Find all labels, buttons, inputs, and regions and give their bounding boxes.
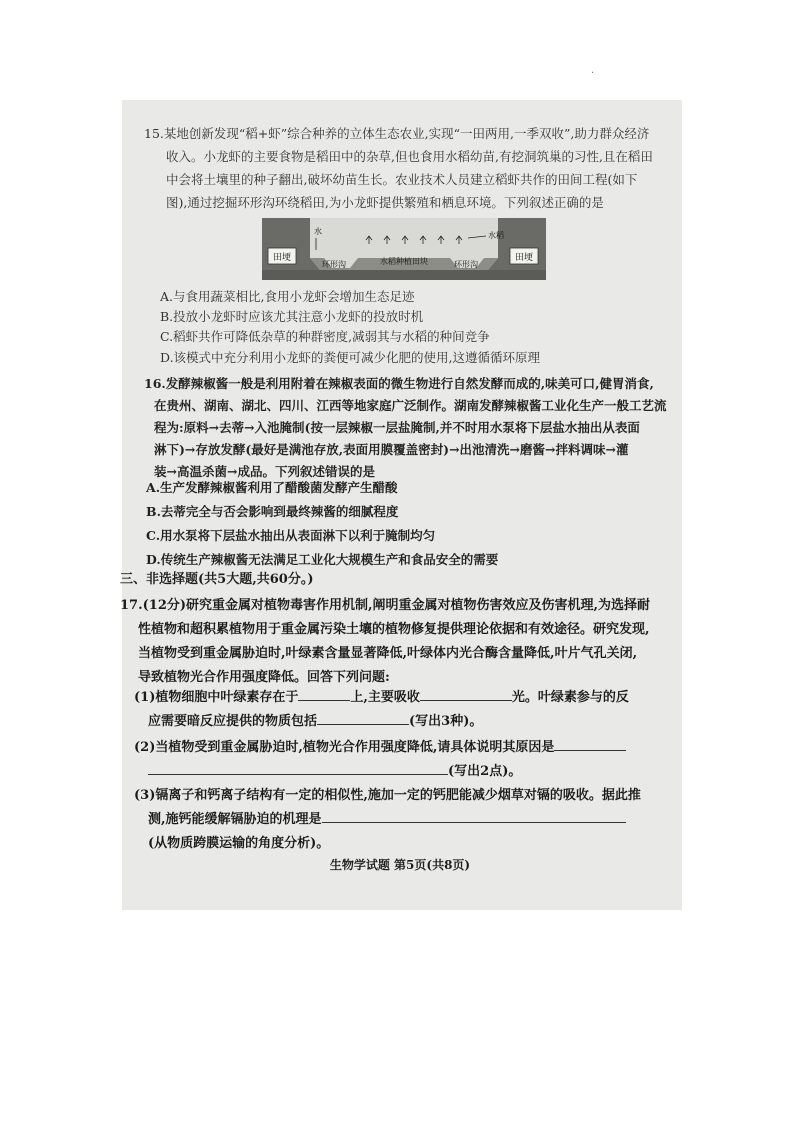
q17-p1-text-b: 上,主要吸收 — [350, 690, 420, 705]
right-ridge-label: 田埂 — [514, 253, 534, 263]
q16-line-2: 在贵州、湖南、湖北、四川、江西等地家庭广泛制作。湖南发酵辣椒酱工业化生产一般工艺流 — [154, 398, 667, 413]
q17-p1-text-d: 应需要暗反应提供的物质包括 — [148, 714, 318, 729]
q17-intro-2: 性植物和超积累植物用于重金属污染土壤的植物修复提供理论依据和有效途径。研究发现, — [138, 622, 650, 637]
q17-p1-blank-2[interactable] — [420, 686, 512, 701]
corner-mark: · — [591, 68, 595, 79]
q15-line-4: 图),通过挖掘环形沟环绕稻田,为小龙虾提供繁殖和栖息环境。下列叙述正确的是 — [166, 195, 604, 210]
q17-p1-text-a: (1)植物细胞中叶绿素存在于 — [134, 690, 299, 705]
q16-line-4: 淋下)→存放发酵(最好是满池存放,表面用膜覆盖密封)→出池清洗→磨酱→拌料调味→灌 — [154, 442, 629, 457]
q17-p1-text-e: (写出3种)。 — [409, 714, 483, 729]
q15-option-a: A.与食用蔬菜相比,食用小龙虾会增加生态足迹 — [160, 289, 415, 304]
q15-option-c: C.稻虾共作可降低杂草的种群密度,减弱其与水稻的种间竞争 — [160, 329, 490, 344]
water-label: 水 — [314, 227, 322, 236]
q17-p3-text-a: (3)镉离子和钙离子结构有一定的相似性,施加一定的钙肥能减少烟草对镉的吸收。据此推 — [134, 788, 641, 803]
q17-intro-1: 17.(12分)研究重金属对植物毒害作用机制,阐明重金属对植物伤害效应及伤害机理,为选择耐 — [120, 598, 651, 613]
q17-p2-text-b: (写出2点)。 — [448, 764, 522, 779]
q16-option-d: D.传统生产辣椒酱无法满足工业化大规模生产和食品安全的需要 — [146, 552, 499, 567]
q15-option-d: D.该模式中充分利用小龙虾的粪便可减少化肥的使用,这遵循循环原理 — [160, 350, 541, 365]
q15-line-3: 中会将土壤里的种子翻出,破坏幼苗生长。农业技术人员建立稻虾共作的田间工程(如下 — [166, 172, 638, 187]
q17-p3-text-c: (从物质跨膜运输的角度分析)。 — [148, 836, 330, 851]
q17-p2-blank-2[interactable] — [148, 760, 448, 775]
q17-p1-text-c: 光。叶绿素参与的反 — [511, 690, 629, 705]
center-field-label: 水稻种植田块 — [380, 257, 428, 266]
left-ridge-label: 田埂 — [272, 253, 292, 263]
q15-line-2: 收入。小龙虾的主要食物是稻田中的杂草,但也食用水稻幼苗,有挖洞筑巢的习性,且在稻田 — [166, 149, 653, 164]
q16-option-a: A.生产发酵辣椒酱利用了醋酸菌发酵产生醋酸 — [146, 480, 398, 495]
q16-line-1: 16.发酵辣椒酱一般是利用附着在辣椒表面的微生物进行自然发酵而成的,味美可口,健胃消食, — [144, 376, 654, 391]
q17-p2-text-a: (2)当植物受到重金属胁迫时,植物光合作用强度降低,请具体说明其原因是 — [134, 740, 555, 755]
q17-intro-4: 导致植物光合作用强度降低。回答下列问题: — [138, 670, 390, 685]
page-footer: 生物学试题 第5页(共8页) — [329, 858, 471, 872]
q16-line-3: 程为:原料→去蒂→入池腌制(按一层辣椒一层盐腌制,并不时用水泵将下层盐水抽出从表面 — [154, 420, 640, 435]
rice-label: 水稻 — [488, 231, 504, 240]
q17-p1-blank-3[interactable] — [317, 710, 409, 725]
q17-p3-blank-1[interactable] — [322, 808, 626, 823]
q16-line-5: 装→高温杀菌→成品。下列叙述错误的是 — [154, 464, 375, 479]
q15-option-b: B.投放小龙虾时应该尤其注意小龙虾的投放时机 — [160, 309, 424, 324]
q16-option-c: C.用水泵将下层盐水抽出从表面淋下以利于腌制均匀 — [146, 528, 436, 543]
q15-line-1: 15.某地创新发现“稻+虾”综合种养的立体生态农业,实现“一田两用,一季双收”,助力群众经济 — [144, 126, 650, 141]
q17-intro-3: 当植物受到重金属胁迫时,叶绿素含量显著降低,叶绿体内光合酶含量降低,叶片气孔关闭, — [138, 646, 638, 661]
q17-p1-blank-1[interactable] — [298, 686, 350, 701]
q16-option-b: B.去蒂完全与否会影响到最终辣酱的细腻程度 — [146, 504, 399, 519]
right-ditch-label: 环形沟 — [454, 260, 478, 269]
section-3-heading: 三、非选择题(共5大题,共60分。) — [120, 572, 314, 587]
q17-p3-text-b: 测,施钙能缓解镉胁迫的机理是 — [148, 812, 322, 827]
rice-shrimp-field-diagram — [262, 218, 546, 280]
q17-p2-blank-1[interactable] — [554, 736, 626, 751]
left-ditch-label: 环形沟 — [322, 260, 346, 269]
